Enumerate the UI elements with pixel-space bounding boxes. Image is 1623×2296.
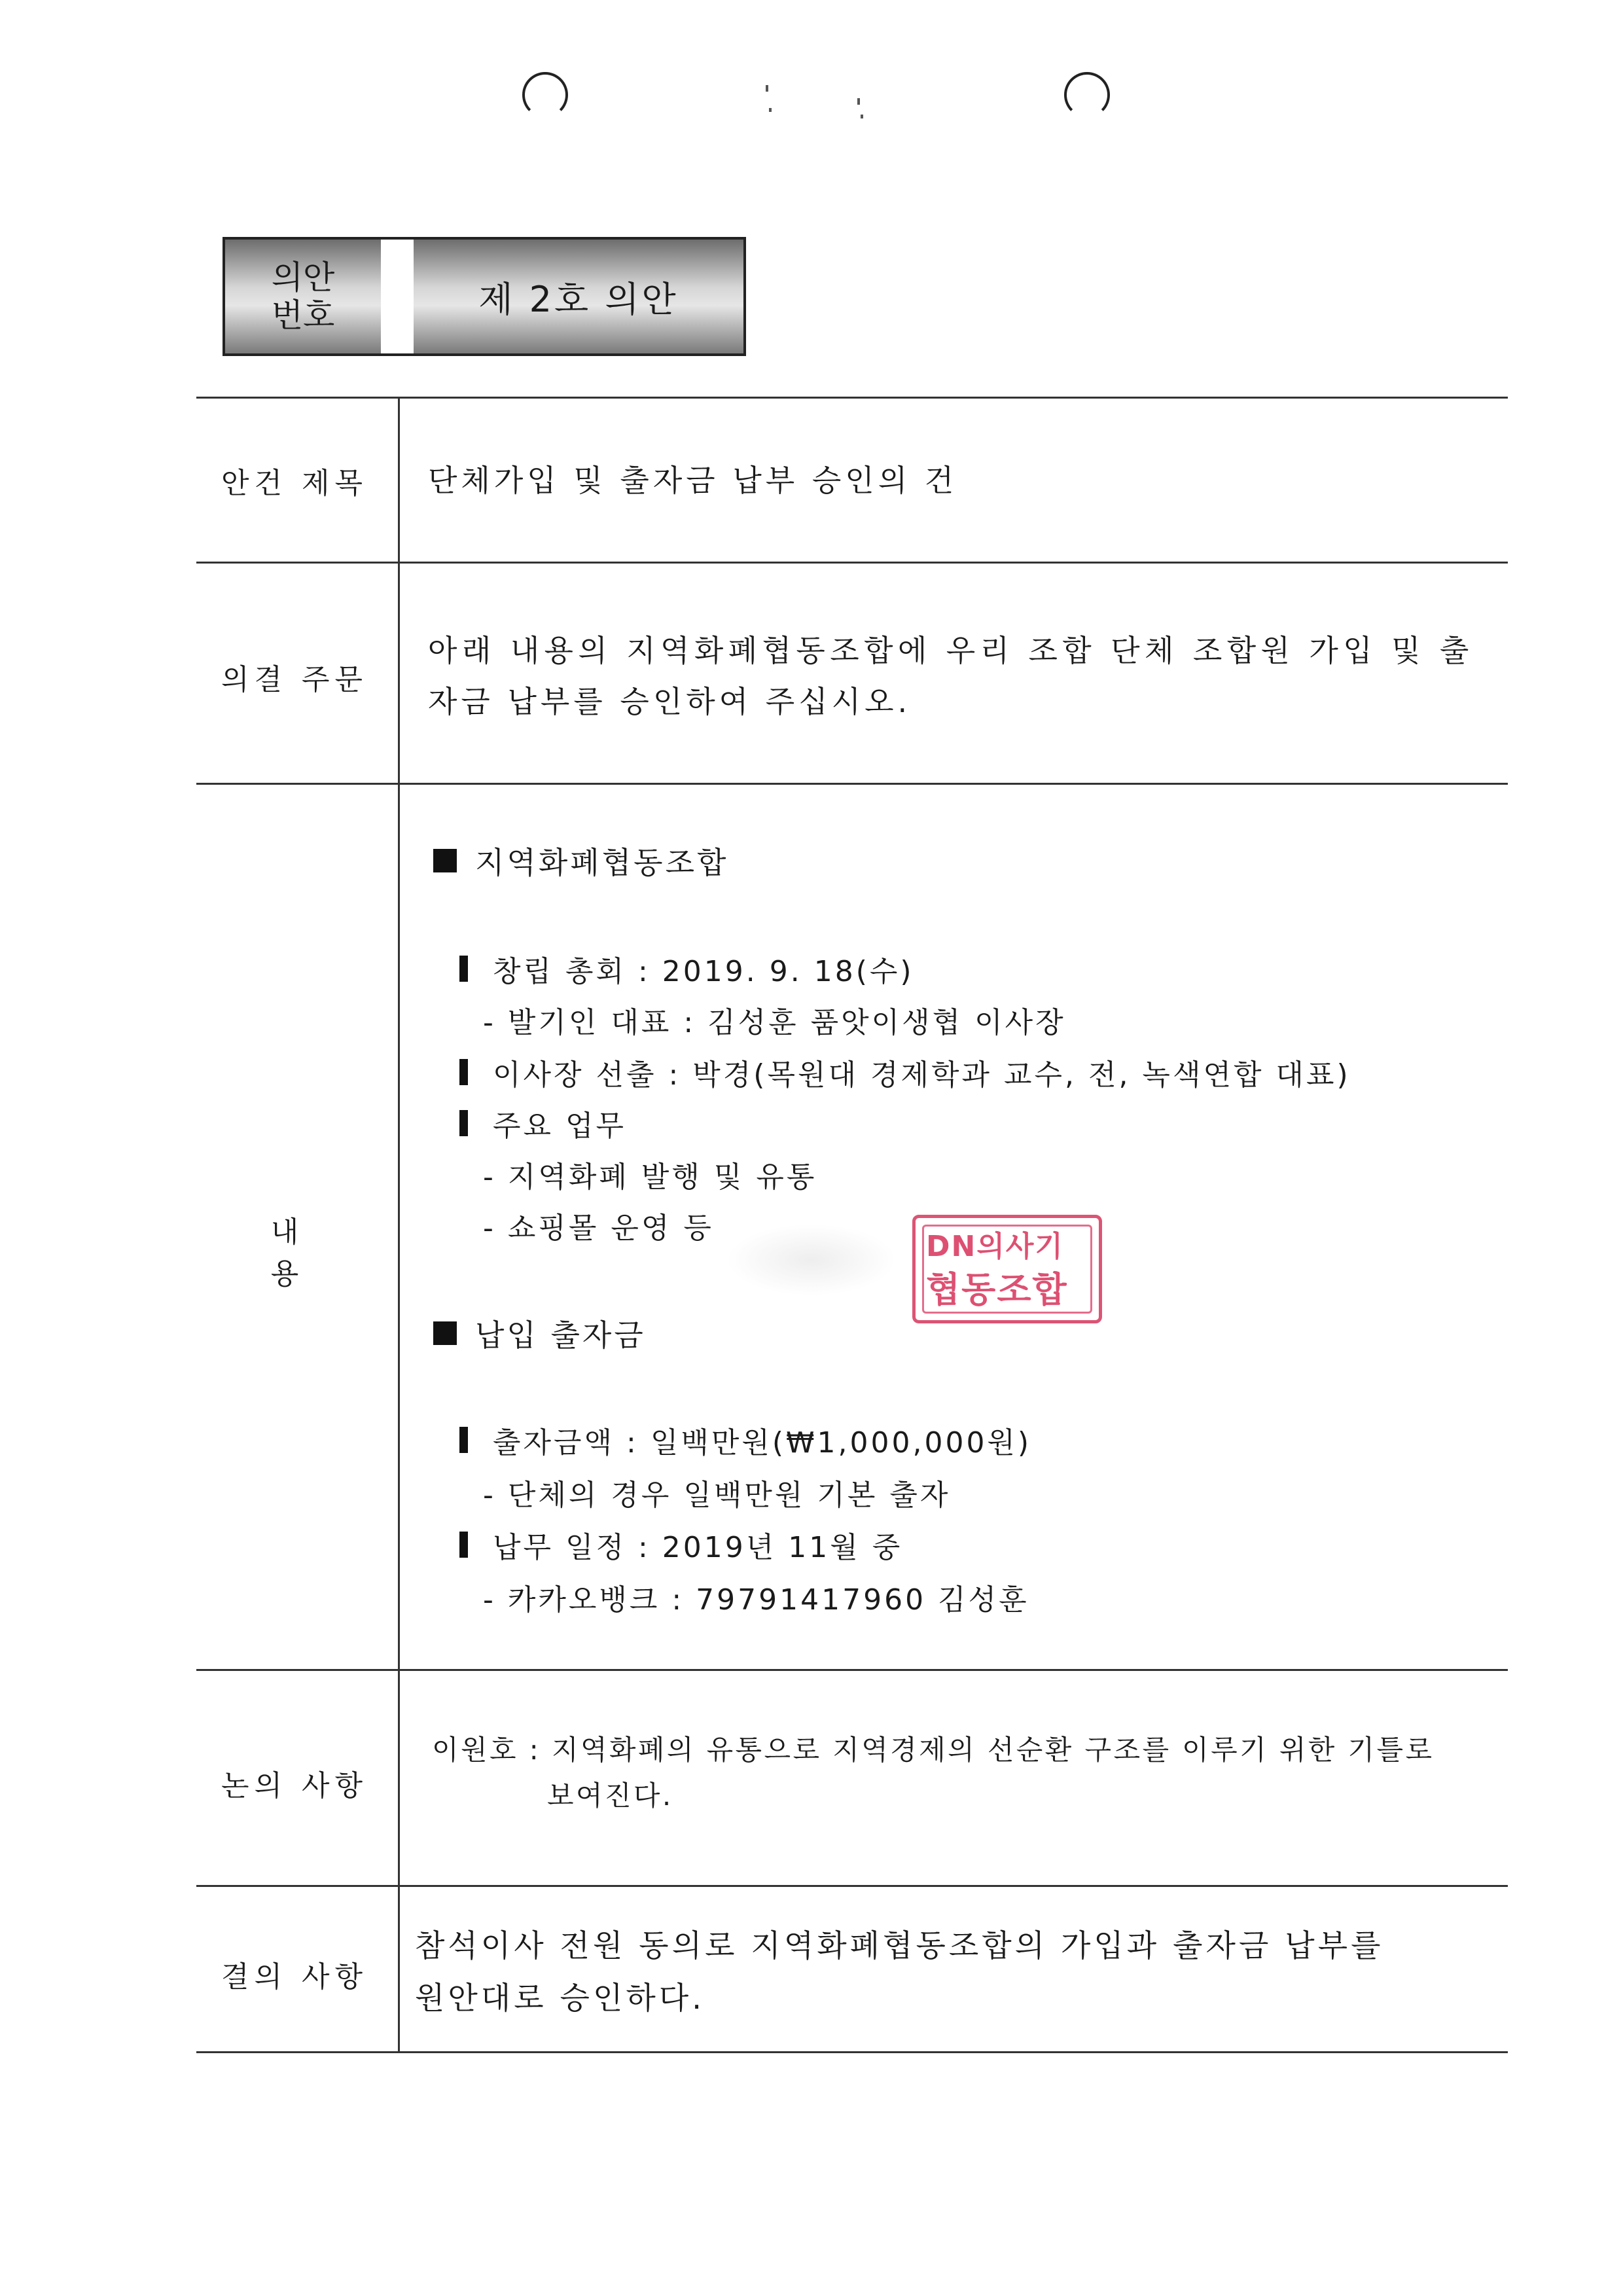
scan-speck: [857, 98, 860, 105]
seal-text-line2: 협동조합: [926, 1269, 1068, 1310]
list-item: [483, 1471, 950, 1513]
list-item: [459, 1419, 1031, 1461]
section-title-contribution: [433, 1312, 646, 1355]
list-item: [459, 948, 914, 990]
section-title-contribution-text: 납입 출자금: [475, 1318, 646, 1353]
row-label-resolution: 의결 주문: [221, 663, 368, 696]
row-label-decision: 결의 사항: [221, 1960, 368, 1994]
row-text-decision-line1: 참석이사 전원 동의로 지역화폐협동조합의 가입과 출자금 납부를: [415, 1928, 1384, 1964]
row-divider: [196, 1885, 1508, 1887]
square-bullet-icon: [433, 1321, 457, 1345]
square-bullet-icon: [433, 849, 457, 872]
list-item-text: - 단체의 경우 일백만원 기본 출자: [483, 1479, 951, 1512]
section-title-cooperative: [433, 839, 729, 882]
list-item-text: - 쇼핑몰 운영 등: [483, 1211, 714, 1245]
scan-speck: [766, 85, 768, 92]
agenda-number-box: [223, 237, 746, 356]
list-item-text: - 발기인 대표 : 김성훈 품앗이생협 이사장: [483, 1006, 1066, 1039]
list-item-text: - 카카오뱅크 : 79791417960 김성훈: [483, 1583, 1029, 1617]
list-item-text: 이사장 선출 : 박경(목원대 경제학과 교수, 전, 녹색연합 대표): [493, 1058, 1351, 1092]
table-top-border: [196, 397, 1508, 399]
list-item: [459, 1051, 1351, 1093]
row-text-discussion-line2: 보여진다.: [547, 1780, 673, 1812]
bar-bullet-icon: [459, 1059, 468, 1085]
row-text-resolution-line2: 자금 납부를 승인하여 주십시오.: [428, 684, 912, 719]
row-divider: [196, 562, 1508, 564]
header-separator: [381, 240, 414, 353]
agenda-number-label-line2: 번호: [271, 296, 335, 334]
agenda-number-label-line1: 의안: [271, 259, 335, 296]
seal-text-line1: DN의사기: [926, 1230, 1064, 1263]
list-item-text: 납무 일정 : 2019년 11월 중: [493, 1531, 903, 1564]
punch-hole-left: [522, 72, 568, 118]
bar-bullet-icon: [459, 1110, 468, 1136]
bar-bullet-icon: [459, 1532, 468, 1558]
row-text-resolution-line1: 아래 내용의 지역화폐협동조합에 우리 조합 단체 조합원 가입 및 출: [428, 633, 1474, 668]
list-item-text: 창립 총회 : 2019. 9. 18(수): [493, 955, 914, 988]
agenda-number-label: [225, 240, 381, 353]
row-divider: [196, 783, 1508, 785]
bar-bullet-icon: [459, 956, 468, 982]
cooperative-seal-stamp: [912, 1215, 1102, 1323]
list-item-text: 주요 업무: [493, 1109, 627, 1143]
row-divider: [196, 1669, 1508, 1671]
list-item: [483, 1576, 1029, 1618]
list-item-text: - 지역화폐 발행 및 유통: [483, 1160, 817, 1194]
row-text-decision-line2: 원안대로 승인하다.: [415, 1981, 705, 2017]
scan-speck: [861, 115, 863, 118]
list-item: [459, 1102, 626, 1144]
list-item: [483, 999, 1066, 1041]
list-item: [483, 1153, 817, 1195]
bar-bullet-icon: [459, 1427, 468, 1453]
list-item: [483, 1204, 714, 1246]
row-text-title: 단체가입 및 출자금 납부 승인의 건: [428, 463, 958, 498]
punch-hole-right: [1064, 72, 1110, 118]
table-bottom-border: [196, 2051, 1508, 2053]
row-label-title: 안건 제목: [221, 467, 368, 500]
agenda-number-value: 제 2호 의안: [478, 278, 679, 320]
scan-speck: [769, 108, 772, 112]
seal-shadow: [726, 1224, 897, 1296]
row-label-discussion: 논의 사항: [221, 1769, 368, 1803]
list-item: [459, 1524, 902, 1566]
row-text-discussion-line1: 이원호 : 지역화폐의 유통으로 지역경제의 선순환 구조를 이루기 위한 기틀로: [432, 1734, 1435, 1766]
row-label-content: 내 용: [270, 1215, 338, 1291]
column-divider: [398, 397, 400, 2053]
section-title-cooperative-text: 지역화폐협동조합: [475, 845, 729, 880]
list-item-text: 출자금액 : 일백만원(₩1,000,000원): [493, 1426, 1032, 1460]
